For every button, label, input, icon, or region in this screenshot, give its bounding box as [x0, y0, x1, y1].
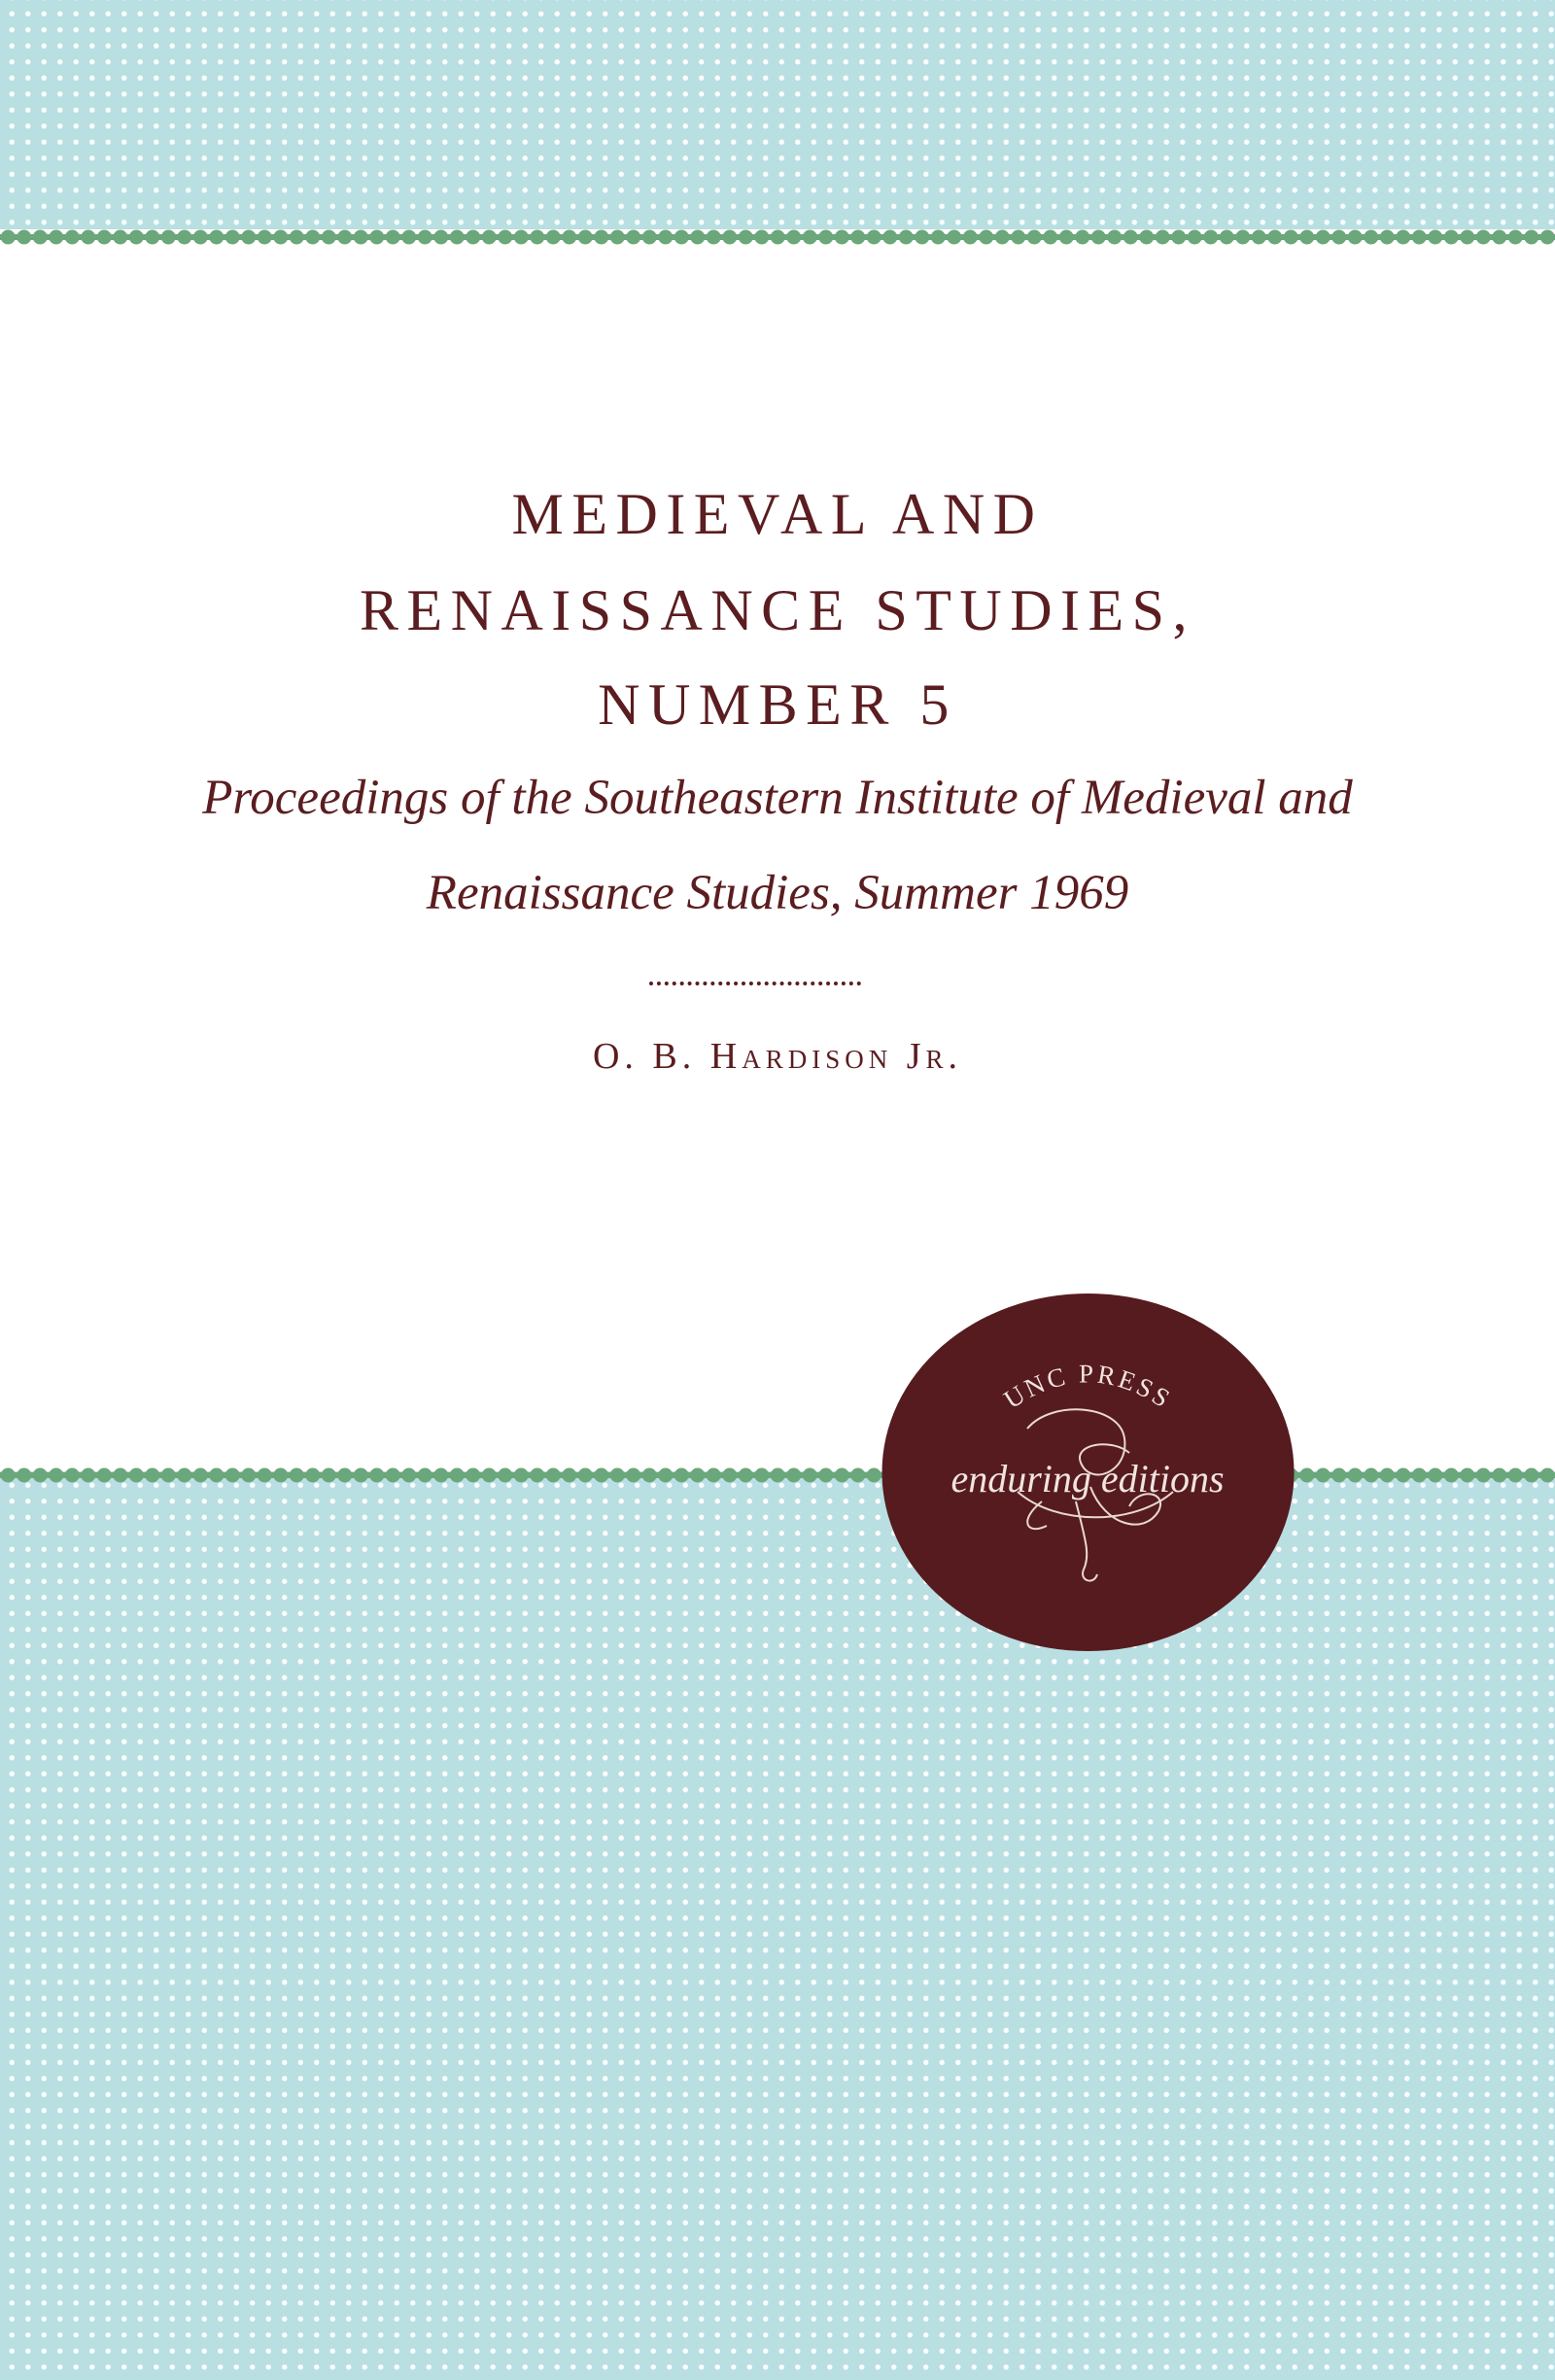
top-scalloped-border: [0, 227, 1555, 247]
book-subtitle-line-2: Renaissance Studies, Summer 1969: [426, 866, 1129, 920]
book-subtitle-line-1: Proceedings of the Southeastern Institute of Medieval and: [202, 771, 1353, 825]
dotted-divider: [649, 982, 861, 985]
author-name: O. B. Hardison Jr.: [592, 1036, 963, 1077]
book-title-line-2: RENAISSANCE STUDIES,: [359, 578, 1196, 642]
unc-press-seal-logo: [881, 1293, 1295, 1652]
book-title-line-1: MEDIEVAL AND: [511, 482, 1044, 546]
bottom-scalloped-border: [0, 1466, 1555, 1485]
bottom-dotted-band: [0, 1471, 1555, 2380]
seal-series-text: enduring editions: [950, 1457, 1225, 1500]
seal-publisher-text: UNC PRESS: [998, 1359, 1178, 1415]
top-dotted-band: [0, 0, 1555, 229]
book-title-line-3: NUMBER 5: [598, 673, 957, 737]
